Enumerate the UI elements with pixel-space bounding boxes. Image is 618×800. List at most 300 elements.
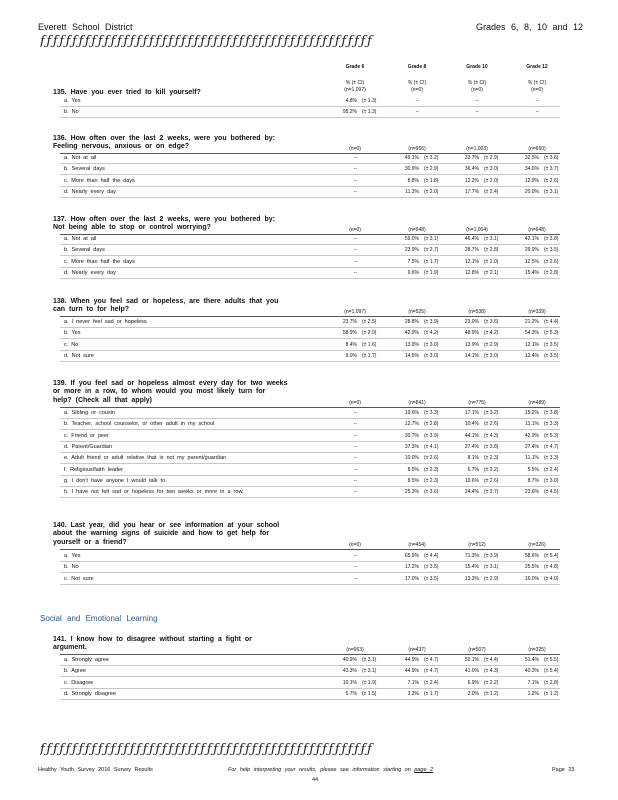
cell-value: 1.2% [527,690,539,697]
cell-ci: (± 2.8) [484,247,499,254]
row-label: b. Yes [64,330,81,337]
cell-ci: (± 1.2) [544,690,559,697]
cell-value: 12.2% [464,177,479,184]
cell-ci: (± 1.3) [362,109,377,116]
cell-value: 21.2% [524,319,539,325]
column-subhead: % (± CI) [407,80,427,86]
cell-value: 34.6% [524,166,539,173]
cell-ci: (± 1.6) [362,341,377,348]
row-label: d. Parent/Guardian [64,443,112,450]
cell-value: 9.6% [407,269,419,276]
cell-value: 23.0% [464,319,479,325]
n-value: (n=325) [528,647,546,653]
cell-value: 16.0% [524,575,539,582]
cell-value: 23.7% [342,319,357,325]
cell-ci: (± 1.7) [424,690,439,697]
cell-ci: (± 3.8) [544,236,559,242]
table-row [60,443,560,453]
cell-ci: (± 2.1) [484,269,499,276]
cell-ci: (± 3.5) [544,247,559,254]
cell-ci: (± 1.5) [362,690,377,697]
cell-ci: (± 3.3) [544,421,559,428]
cell-ci: (± 2.9) [362,330,377,337]
cell-value: -- [353,432,357,439]
table-row [60,329,560,339]
cell-ci: (± 4.4) [484,657,499,663]
cell-value: -- [353,553,357,559]
cell-ci: (± 3.5) [424,575,439,582]
table-row [60,269,560,279]
question-title: 141. I know how to disagree without starting a fight or argument. [53,636,252,652]
cell-value: 12.5% [524,258,539,265]
table-row [60,235,560,245]
cell-ci: (± 4.5) [544,489,559,496]
cell-value: -- [353,269,357,276]
cell-ci: (± 2.4) [544,466,559,473]
cell-ci: (± 4.4) [424,553,439,559]
n-value: (n=507) [468,647,486,653]
cell-value: 59.0% [404,236,419,242]
row-label: h. I have not felt sad or hopeless for two weeks or more in a row. [64,489,244,496]
table-row [60,188,560,198]
n-value: (n=326) [528,542,546,548]
cell-ci: (± 2.3) [424,466,439,473]
cell-ci: (± 3.5) [424,564,439,571]
cell-value: 10.1% [342,679,357,686]
n-value: (n=1,097) [344,309,366,315]
question-title: 136. How often over the last 2 weeks, were you bothered by: Feeling nervous, anxious or on edge? [53,135,275,151]
table-row [60,575,560,585]
cell-value: -- [353,455,357,462]
n-value: (n=0) [349,227,361,233]
footer-left: Healthy Youth Survey 2016 Survey Results [38,767,153,773]
cell-ci: (± 3.1) [424,236,439,242]
cell-value: 17.1% [464,410,479,416]
question-title: 135. Have you ever tried to kill yourself? [53,89,201,96]
cell-value: 5.7% [345,690,357,697]
cell-value: 12.7% [404,421,419,428]
cell-ci: (± 3.0) [484,352,499,359]
cell-ci: (± 2.6) [424,455,439,462]
n-row [60,145,560,154]
n-value: (n=0) [349,542,361,548]
header-left: Everett School District [38,22,133,32]
cell-value: 32.5% [524,155,539,161]
cell-value: 11.1% [525,421,539,428]
cell-value: 28.8% [404,319,419,325]
page-number: 44 [312,777,319,783]
row-label: a. Sibling or cousin [64,410,115,416]
cell-ci: (± 2.8) [424,421,439,428]
cell-value: 12.4% [524,352,539,359]
table-row [60,563,560,573]
cell-ci: (± 3.0) [484,166,499,173]
cell-ci: (± 4.7) [544,443,559,450]
cell-value: 10.6% [464,477,479,484]
cell-ci: (± 1.9) [362,679,377,686]
cell-value: 12.9% [524,177,539,184]
table-row [60,667,560,677]
cell-ci: (± 4.2) [484,330,499,337]
table-row [60,679,560,689]
table-row [60,656,560,666]
cell-value: 12.8% [464,269,479,276]
cell-value: 6.7% [467,466,479,473]
cell-value: 8.8% [407,177,419,184]
n-value: (n=841) [408,400,426,406]
table-row [60,552,560,562]
cell-value: 50.1% [464,657,479,663]
cell-ci: (± 2.8) [544,269,559,276]
cell-ci: (± 2.7) [424,247,439,254]
cell-value: -- [353,443,357,450]
cell-ci: (± 3.8) [484,443,499,450]
cell-value: 27.4% [464,443,479,450]
cell-value: 13.3% [464,575,479,582]
n-row [60,226,560,235]
cell-value: 9.0% [345,352,357,359]
table-row [60,477,560,487]
cell-value: 2.0% [467,690,479,697]
n-row [60,399,560,408]
n-value: (n=454) [408,542,426,548]
row-label: d. Nearly every day [64,188,116,195]
cell-value: 4.8% [345,98,357,104]
table-row [60,165,560,175]
cell-value: 14.1% [464,352,479,359]
cell-value: 11.1% [525,455,539,462]
cell-value: -- [475,98,479,104]
table-row [60,97,560,107]
n-row [60,308,560,317]
cell-value: -- [353,421,357,428]
row-label: c. Friend or peer [64,432,109,439]
row-label: f. Religious/faith leader [64,466,123,473]
cell-ci: (± 3.8) [544,410,559,416]
n-value: (n=650) [528,146,546,152]
question-title: 138. When you feel sad or hopeless, are there adults that you can turn to for help? [53,298,279,314]
cell-value: 12.1% [524,341,539,348]
column-n: (n=0) [411,87,423,93]
cell-ci: (± 4.3) [484,668,499,675]
cell-value: 48.9% [464,330,479,337]
question-title: 137. How often over the last 2 weeks, were you bothered by: Not being able to stop or control worrying? [53,216,275,232]
cell-value: 42.9% [524,432,539,439]
section-title: Social and Emotional Learning [40,614,158,623]
question-title: 139. If you feel sad or hopeless almost every day for two weeks or more in a row, to whom would you most likely turn for help? (Check all that apply) [53,380,288,404]
cell-value: 11.3% [405,188,419,195]
cell-ci: (± 3.2) [424,155,439,161]
cell-ci: (± 5.4) [544,668,559,675]
row-label: b. Several days [64,166,105,173]
cell-value: 15.4% [464,564,479,571]
cell-ci: (± 3.1) [544,188,559,195]
column-subhead: % (± CI) [467,80,487,86]
footer-page: Page 23 [552,767,575,773]
row-label: a. Strongly agree [64,657,109,663]
cell-value: 27.4% [524,443,539,450]
row-label: a. Not at all [64,155,97,161]
n-value: (n=1,003) [466,146,488,152]
table-row [60,341,560,351]
cell-value: -- [353,236,357,242]
cell-ci: (± 2.2) [484,679,499,686]
cell-value: 6.9% [467,679,479,686]
cell-ci: (± 5.3) [544,432,559,439]
column-n: (n=0) [531,87,543,93]
cell-value: 20.0% [524,188,539,195]
cell-ci: (± 2.9) [484,575,499,582]
cell-ci: (± 2.6) [544,177,559,184]
cell-value: 17.2% [404,564,419,571]
cell-value: 17.0% [404,575,419,582]
cell-value: -- [475,109,479,116]
table-row [60,466,560,476]
cell-value: -- [353,177,357,184]
n-value: (n=489) [528,400,546,406]
cell-ci: (± 5.5) [544,657,559,663]
cell-ci: (± 3.9) [424,319,439,325]
cell-value: -- [353,258,357,265]
cell-ci: (± 3.0) [424,352,439,359]
cell-value: -- [415,109,419,116]
cell-value: 8.5% [407,477,419,484]
cell-ci: (± 3.9) [424,432,439,439]
cell-value: 23.6% [524,489,539,496]
cell-ci: (± 4.3) [484,432,499,439]
cell-value: 42.1% [524,236,539,242]
n-value: (n=775) [468,400,486,406]
cell-ci: (± 3.3) [424,410,439,416]
cell-value: 42.9% [404,330,419,337]
cell-value: 46.4% [464,236,479,242]
footer-center [228,767,433,773]
table-row [60,409,560,419]
table-row [60,420,560,430]
cell-value: 49.1% [404,155,419,161]
row-label: a. Yes [64,98,81,104]
cell-ci: (± 4.2) [424,330,439,337]
n-value: (n=963) [346,647,364,653]
cell-ci: (± 1.8) [424,177,439,184]
row-label: e. Adult friend or adult relative that is not my parent/guardian [64,455,227,462]
cell-value: -- [353,410,357,416]
cell-ci: (± 4.7) [424,657,439,663]
row-label: b. Several days [64,247,105,254]
cell-value: 25.5% [524,564,539,571]
cell-ci: (± 1.2) [484,690,499,697]
cell-value: 15.2% [524,410,539,416]
cell-ci: (± 3.6) [424,489,439,496]
cell-value: 19.6% [404,410,419,416]
cell-ci: (± 5.3) [544,330,559,337]
table-row [60,177,560,187]
row-label: d. Not sure [64,352,94,359]
cell-ci: (± 3.6) [544,155,559,161]
cell-ci: (± 3.1) [362,657,377,663]
n-value: (n=1,004) [466,227,488,233]
cell-value: 10.4% [464,421,479,428]
row-label: a. I never feel sad or hopeless. [64,319,149,325]
cell-value: -- [535,109,539,116]
column-title: Grade 10 [466,64,488,70]
cell-ci: (± 4.8) [544,564,559,571]
row-label: d. Strongly disagree [64,690,116,697]
cell-value: 8.7% [527,477,539,484]
header-right: Grades 6, 8, 10 and 12 [476,22,584,32]
n-row [60,646,560,655]
row-label: c. No [64,341,79,348]
cell-ci: (± 2.5) [362,319,377,325]
row-label: c. Not sure [64,575,94,582]
n-row [60,541,560,550]
cell-value: 7.5% [407,258,419,265]
footer-help-text: For help interpreting your results, please see information starting on [228,767,411,773]
cell-value: -- [353,247,357,254]
n-value: (n=0) [349,400,361,406]
cell-value: 30.9% [404,166,419,173]
n-value: (n=512) [468,542,486,548]
cell-value: 7.1% [407,679,419,686]
cell-value: 23.9% [404,247,419,254]
cell-ci: (± 2.3) [484,455,499,462]
cell-value: 13.9% [404,341,419,348]
row-label: b. Teacher, school counselor, or other adult in my school [64,421,215,428]
cell-ci: (± 3.1) [484,564,499,571]
cell-value: 44.9% [404,668,419,675]
cell-ci: (± 3.3) [544,455,559,462]
cell-ci: (± 2.0) [424,188,439,195]
cell-ci: (± 4.0) [544,575,559,582]
cell-value: -- [353,466,357,473]
cell-value: 17.7% [464,188,479,195]
cell-value: 37.3% [404,443,419,450]
cell-ci: (± 4.1) [424,443,439,450]
cell-value: 15.4% [524,269,539,276]
cell-ci: (± 3.7) [544,166,559,173]
table-row [60,246,560,256]
column-n: (n=0) [471,87,483,93]
cell-ci: (± 3.6) [484,319,499,325]
cell-value: 40.9% [342,657,357,663]
row-label: a. Yes [64,553,81,559]
cell-ci: (± 1.7) [424,258,439,265]
row-label: c. More than half the days [64,258,135,265]
cell-value: -- [353,564,357,571]
row-label: b. No [64,564,79,571]
row-label: b. No [64,109,79,116]
table-row [60,432,560,442]
cell-value: 3.2% [407,690,419,697]
n-value: (n=948) [408,227,426,233]
cell-value: 41.0% [464,668,479,675]
cell-value: 7.1% [527,679,539,686]
cell-value: 14.5% [404,352,419,359]
column-subhead: % (± CI) [345,80,365,86]
row-label: c. More than half the days [64,177,135,184]
cell-ci: (± 3.2) [484,410,499,416]
row-label: c. Disagree [64,679,94,686]
cell-value: 8.5% [407,466,419,473]
decorative-rule-bottom: ƒƒƒƒƒƒƒƒƒƒƒƒƒƒƒƒƒƒƒƒƒƒƒƒƒƒƒƒƒƒƒƒƒƒƒƒƒƒƒƒƒƒƒƒƒƒƒƒƒƒƒƒ [40,742,374,757]
n-value: (n=525) [408,309,426,315]
cell-ci: (± 3.7) [484,489,499,496]
cell-value: 40.3% [524,668,539,675]
n-value: (n=339) [528,309,546,315]
cell-value: 51.4% [524,657,539,663]
cell-ci: (± 3.0) [424,341,439,348]
footer-page-link[interactable]: page 2 [414,767,434,773]
cell-value: 36.4% [464,166,479,173]
cell-ci: (± 3.5) [544,341,559,348]
cell-ci: (± 3.9) [484,553,499,559]
table-row [60,690,560,700]
cell-ci: (± 2.4) [484,188,499,195]
cell-ci: (± 4.7) [424,668,439,675]
row-label: g. I don't have anyone I would talk to. [64,477,167,484]
cell-value: 65.9% [404,553,419,559]
cell-value: -- [353,188,357,195]
row-label: d. Nearly every day [64,269,116,276]
cell-value: 71.3% [464,553,479,559]
cell-value: 58.9% [342,330,357,337]
cell-ci: (± 2.6) [544,258,559,265]
cell-value: 24.4% [464,489,479,496]
table-row [60,318,560,328]
cell-value: 44.9% [404,657,419,663]
cell-value: 13.9% [464,341,479,348]
table-row [60,454,560,464]
n-value: (n=0) [349,146,361,152]
column-title: Grade 8 [407,64,427,70]
table-row [60,154,560,164]
cell-ci: (± 1.9) [424,269,439,276]
row-label: b. Agree [64,668,86,675]
table-row [60,108,560,118]
cell-value: 29.9% [524,247,539,254]
cell-value: -- [535,98,539,104]
cell-value: 12.1% [464,258,479,265]
cell-value: 54.3% [524,330,539,337]
n-value: (n=437) [408,647,426,653]
cell-ci: (± 2.8) [544,679,559,686]
cell-ci: (± 4.4) [544,319,559,325]
cell-ci: (± 2.0) [484,258,499,265]
n-value: (n=538) [468,309,486,315]
cell-ci: (± 2.9) [484,155,499,161]
cell-ci: (± 2.6) [484,421,499,428]
cell-value: 95.2% [342,109,357,116]
cell-value: -- [353,155,357,161]
cell-ci: (± 1.7) [362,352,377,359]
cell-value: -- [353,477,357,484]
cell-ci: (± 1.3) [362,98,377,104]
cell-ci: (± 3.1) [484,236,499,242]
cell-value: 58.6% [524,553,539,559]
decorative-rule-top: ƒƒƒƒƒƒƒƒƒƒƒƒƒƒƒƒƒƒƒƒƒƒƒƒƒƒƒƒƒƒƒƒƒƒƒƒƒƒƒƒƒƒƒƒƒƒƒƒƒƒƒƒ [40,34,374,49]
table-row [60,258,560,268]
cell-value: -- [353,489,357,496]
n-value: (n=648) [528,227,546,233]
cell-ci: (± 2.3) [424,477,439,484]
cell-ci: (± 2.4) [424,679,439,686]
cell-ci: (± 2.2) [484,466,499,473]
table-row [60,352,560,362]
cell-ci: (± 2.9) [484,341,499,348]
row-label: a. Not at all [64,236,97,242]
cell-value: 33.7% [464,155,479,161]
cell-ci: (± 3.1) [362,668,377,675]
